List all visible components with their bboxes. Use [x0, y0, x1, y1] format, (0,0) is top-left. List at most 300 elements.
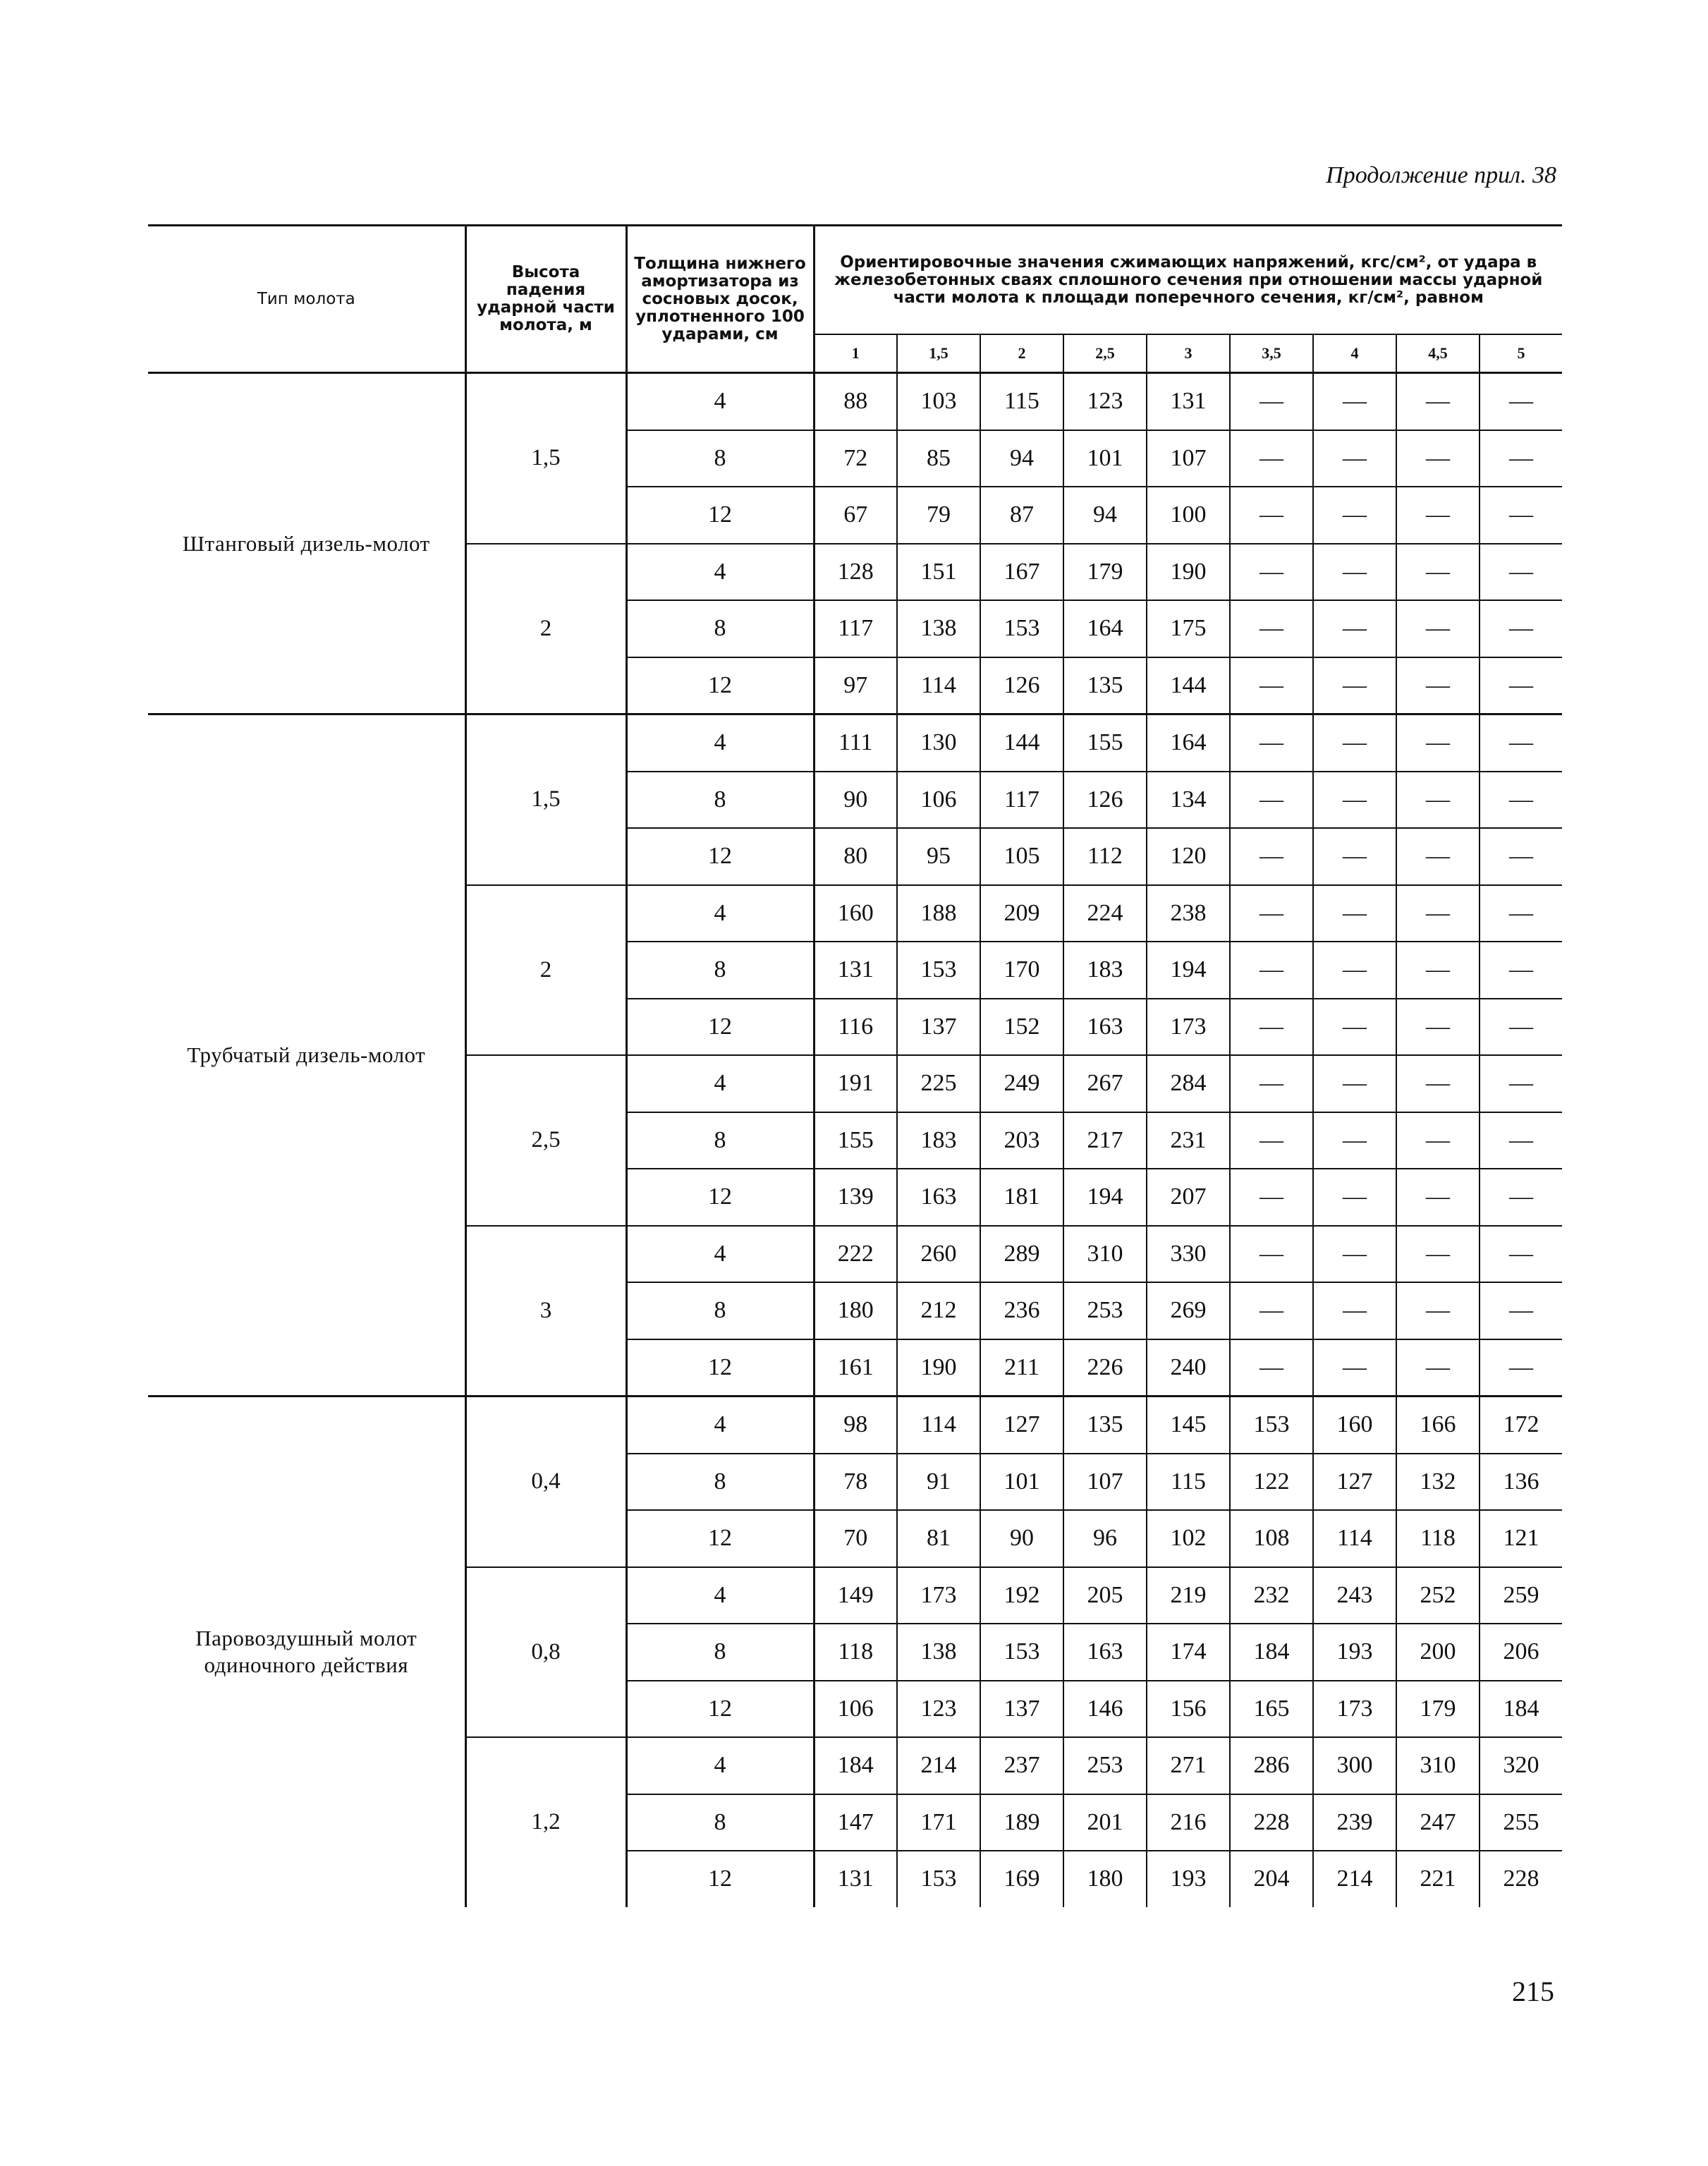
stress-value: —: [1480, 657, 1562, 714]
stress-value: 163: [1063, 999, 1147, 1056]
stress-value: —: [1396, 600, 1480, 657]
stress-value: 173: [897, 1567, 980, 1624]
cushion-thickness: 4: [626, 1397, 814, 1454]
stress-value: 149: [814, 1567, 897, 1624]
stress-value: 111: [814, 714, 897, 772]
stress-value: 90: [980, 1510, 1063, 1567]
col-header-type: Тип молота: [148, 226, 465, 373]
stress-value: 144: [1147, 657, 1230, 714]
stress-value: —: [1396, 885, 1480, 942]
cushion-thickness: 12: [626, 657, 814, 714]
stress-value: —: [1230, 942, 1313, 999]
hammer-type: Штанговый дизель-молот: [148, 373, 465, 714]
stress-value: 121: [1480, 1510, 1562, 1567]
stress-value: 190: [897, 1339, 980, 1397]
stress-value: 114: [897, 657, 980, 714]
stress-value: 153: [897, 942, 980, 999]
stress-value: 249: [980, 1055, 1063, 1112]
page-header-continuation: Продолжение прил. 38: [1326, 162, 1556, 188]
stress-value: —: [1396, 714, 1480, 772]
stress-value: —: [1230, 1112, 1313, 1169]
cushion-thickness: 8: [626, 1794, 814, 1851]
stress-value: 138: [897, 1624, 980, 1681]
stress-value: —: [1313, 544, 1396, 601]
ratio-header: 5: [1480, 334, 1562, 373]
stress-value: —: [1230, 544, 1313, 601]
cushion-thickness: 8: [626, 430, 814, 487]
stress-value: 102: [1147, 1510, 1230, 1567]
cushion-thickness: 4: [626, 1737, 814, 1794]
stress-value: —: [1396, 1112, 1480, 1169]
stress-value: —: [1230, 772, 1313, 829]
stress-value: 211: [980, 1339, 1063, 1397]
stress-value: —: [1230, 885, 1313, 942]
stress-value: 163: [1063, 1624, 1147, 1681]
stress-value: 72: [814, 430, 897, 487]
stress-value: 189: [980, 1794, 1063, 1851]
stress-value: 97: [814, 657, 897, 714]
cushion-thickness: 4: [626, 885, 814, 942]
stress-value: 253: [1063, 1282, 1147, 1339]
stress-value: —: [1230, 1282, 1313, 1339]
stress-value: —: [1396, 1169, 1480, 1226]
col-header-height: Высота падения ударной части молота, м: [465, 226, 626, 373]
stress-value: 269: [1147, 1282, 1230, 1339]
stress-value: —: [1230, 487, 1313, 544]
stress-value: 228: [1230, 1794, 1313, 1851]
stress-value: 112: [1063, 828, 1147, 885]
stress-value: 164: [1063, 600, 1147, 657]
cushion-thickness: 12: [626, 1169, 814, 1226]
stress-value: —: [1396, 487, 1480, 544]
stress-value: —: [1313, 1055, 1396, 1112]
cushion-thickness: 4: [626, 1055, 814, 1112]
stress-value: —: [1313, 1112, 1396, 1169]
stress-value: 127: [1313, 1454, 1396, 1511]
stress-value: 191: [814, 1055, 897, 1112]
stress-value: 145: [1147, 1397, 1230, 1454]
stress-value: 147: [814, 1794, 897, 1851]
stress-value: 85: [897, 430, 980, 487]
ratio-header: 2: [980, 334, 1063, 373]
stress-value: 70: [814, 1510, 897, 1567]
stress-value: 98: [814, 1397, 897, 1454]
stress-value: 106: [897, 772, 980, 829]
stress-value: —: [1313, 373, 1396, 430]
stress-value: 222: [814, 1226, 897, 1283]
stress-value: —: [1396, 657, 1480, 714]
stress-value: —: [1313, 714, 1396, 772]
stress-value: 161: [814, 1339, 897, 1397]
stress-value: 155: [1063, 714, 1147, 772]
stress-value: —: [1396, 999, 1480, 1056]
stress-value: 236: [980, 1282, 1063, 1339]
stress-value: 207: [1147, 1169, 1230, 1226]
stress-value: 101: [980, 1454, 1063, 1511]
stress-value: 217: [1063, 1112, 1147, 1169]
stress-value: 96: [1063, 1510, 1147, 1567]
stress-value: 103: [897, 373, 980, 430]
stress-value: 184: [1480, 1681, 1562, 1738]
cushion-thickness: 4: [626, 714, 814, 772]
cushion-thickness: 12: [626, 1851, 814, 1907]
stress-value: —: [1396, 942, 1480, 999]
stress-value: 116: [814, 999, 897, 1056]
stress-value: —: [1396, 373, 1480, 430]
stress-value: 214: [897, 1737, 980, 1794]
stress-value: 171: [897, 1794, 980, 1851]
ratio-header: 1: [814, 334, 897, 373]
stress-value: 243: [1313, 1567, 1396, 1624]
stress-value: 105: [980, 828, 1063, 885]
stress-value: —: [1480, 1169, 1562, 1226]
stress-value: 259: [1480, 1567, 1562, 1624]
stress-value: 212: [897, 1282, 980, 1339]
cushion-thickness: 12: [626, 1681, 814, 1738]
stress-value: 136: [1480, 1454, 1562, 1511]
stress-value: 107: [1147, 430, 1230, 487]
stress-value: 153: [980, 600, 1063, 657]
stress-value: 174: [1147, 1624, 1230, 1681]
drop-height: 3: [465, 1226, 626, 1397]
stress-value: 101: [1063, 430, 1147, 487]
stress-value: 194: [1147, 942, 1230, 999]
stress-value: 78: [814, 1454, 897, 1511]
stress-value: 117: [814, 600, 897, 657]
stress-value: 181: [980, 1169, 1063, 1226]
stress-value: 226: [1063, 1339, 1147, 1397]
stress-value: 115: [1147, 1454, 1230, 1511]
drop-height: 2: [465, 885, 626, 1056]
stress-value: 219: [1147, 1567, 1230, 1624]
stress-value: —: [1396, 544, 1480, 601]
stress-value: 169: [980, 1851, 1063, 1907]
stress-value: 88: [814, 373, 897, 430]
stress-value: 118: [814, 1624, 897, 1681]
stress-value: 192: [980, 1567, 1063, 1624]
stress-value: 135: [1063, 657, 1147, 714]
stress-value: 131: [814, 1851, 897, 1907]
drop-height: 2: [465, 544, 626, 714]
stress-value: —: [1396, 772, 1480, 829]
stress-value: 170: [980, 942, 1063, 999]
stress-value: —: [1230, 1169, 1313, 1226]
drop-height: 0,4: [465, 1397, 626, 1567]
stress-value: 139: [814, 1169, 897, 1226]
stress-value: —: [1313, 1169, 1396, 1226]
stress-value: 179: [1063, 544, 1147, 601]
stress-value: 173: [1147, 999, 1230, 1056]
stress-value: —: [1313, 487, 1396, 544]
cushion-thickness: 12: [626, 487, 814, 544]
stress-value: 173: [1313, 1681, 1396, 1738]
stress-value: 108: [1230, 1510, 1313, 1567]
stress-value: 67: [814, 487, 897, 544]
stress-value: 135: [1063, 1397, 1147, 1454]
stress-value: 232: [1230, 1567, 1313, 1624]
stress-value: 87: [980, 487, 1063, 544]
stress-value: 286: [1230, 1737, 1313, 1794]
stress-value: 126: [1063, 772, 1147, 829]
stress-value: 209: [980, 885, 1063, 942]
cushion-thickness: 8: [626, 1112, 814, 1169]
stress-value: —: [1230, 999, 1313, 1056]
stress-value: —: [1480, 714, 1562, 772]
stress-value: 128: [814, 544, 897, 601]
stress-value: 107: [1063, 1454, 1147, 1511]
stress-value: 221: [1396, 1851, 1480, 1907]
stress-value: —: [1313, 1282, 1396, 1339]
stress-value: 123: [1063, 373, 1147, 430]
stress-value: 180: [1063, 1851, 1147, 1907]
stress-value: —: [1480, 885, 1562, 942]
drop-height: 0,8: [465, 1567, 626, 1738]
stress-value: 138: [897, 600, 980, 657]
stress-value: —: [1480, 1226, 1562, 1283]
stress-value: 267: [1063, 1055, 1147, 1112]
stress-value: —: [1230, 1339, 1313, 1397]
ratio-header: 4,5: [1396, 334, 1480, 373]
stress-value: 179: [1396, 1681, 1480, 1738]
stress-value: 203: [980, 1112, 1063, 1169]
stress-value: 123: [897, 1681, 980, 1738]
table-body: [148, 373, 1562, 1907]
stress-value: —: [1313, 942, 1396, 999]
stress-value: 131: [814, 942, 897, 999]
stress-value: 239: [1313, 1794, 1396, 1851]
stress-value: 172: [1480, 1397, 1562, 1454]
stress-value: 188: [897, 885, 980, 942]
stress-value: 216: [1147, 1794, 1230, 1851]
stress-value: 289: [980, 1226, 1063, 1283]
drop-height: 1,2: [465, 1737, 626, 1907]
stress-value: 106: [814, 1681, 897, 1738]
cushion-thickness: 8: [626, 1454, 814, 1511]
stress-value: —: [1480, 430, 1562, 487]
stress-value: —: [1230, 600, 1313, 657]
stress-value: 100: [1147, 487, 1230, 544]
drop-height: 1,5: [465, 373, 626, 544]
stress-value: 163: [897, 1169, 980, 1226]
stress-value: 225: [897, 1055, 980, 1112]
table-row: [148, 373, 1562, 430]
cushion-thickness: 4: [626, 544, 814, 601]
stress-value: —: [1313, 657, 1396, 714]
stress-value: —: [1396, 1226, 1480, 1283]
stress-value: 94: [980, 430, 1063, 487]
stress-value: —: [1480, 999, 1562, 1056]
hammer-type: Трубчатый дизель-молот: [148, 714, 465, 1397]
cushion-thickness: 8: [626, 1624, 814, 1681]
stress-value: 155: [814, 1112, 897, 1169]
stress-value: 240: [1147, 1339, 1230, 1397]
stress-value: 183: [897, 1112, 980, 1169]
stress-value: —: [1313, 1339, 1396, 1397]
stress-value: 231: [1147, 1112, 1230, 1169]
ratio-header: 4: [1313, 334, 1396, 373]
stress-value: 115: [980, 373, 1063, 430]
page-number: 215: [1512, 1976, 1554, 2007]
stress-value: 117: [980, 772, 1063, 829]
ratio-header: 2,5: [1063, 334, 1147, 373]
stress-value: 247: [1396, 1794, 1480, 1851]
stress-value: 90: [814, 772, 897, 829]
stress-value: 214: [1313, 1851, 1396, 1907]
stress-value: —: [1313, 999, 1396, 1056]
stress-value: —: [1230, 1055, 1313, 1112]
stress-value: 118: [1396, 1510, 1480, 1567]
stress-value: —: [1230, 657, 1313, 714]
stress-value: 152: [980, 999, 1063, 1056]
cushion-thickness: 8: [626, 600, 814, 657]
stress-value: 95: [897, 828, 980, 885]
cushion-thickness: 12: [626, 999, 814, 1056]
stress-value: —: [1480, 600, 1562, 657]
stress-value: 126: [980, 657, 1063, 714]
stress-value: 146: [1063, 1681, 1147, 1738]
stress-value: 238: [1147, 885, 1230, 942]
stress-value: 252: [1396, 1567, 1480, 1624]
stress-value: —: [1480, 373, 1562, 430]
stress-value: —: [1313, 1226, 1396, 1283]
stress-value: —: [1480, 828, 1562, 885]
stress-value: —: [1230, 373, 1313, 430]
ratio-header: 1,5: [897, 334, 980, 373]
cushion-thickness: 4: [626, 373, 814, 430]
stress-value: —: [1396, 1055, 1480, 1112]
hammer-type: Паровоздушный молот одиночного действия: [148, 1397, 465, 1907]
table-row: [148, 1397, 1562, 1454]
stress-value: —: [1230, 714, 1313, 772]
cushion-thickness: 4: [626, 1567, 814, 1624]
stress-value: —: [1480, 1112, 1562, 1169]
stress-value: —: [1396, 828, 1480, 885]
stress-value: 131: [1147, 373, 1230, 430]
stress-value: 194: [1063, 1169, 1147, 1226]
cushion-thickness: 8: [626, 1282, 814, 1339]
cushion-thickness: 12: [626, 1510, 814, 1567]
stress-value: —: [1313, 430, 1396, 487]
stress-value: 166: [1396, 1397, 1480, 1454]
stress-value: 80: [814, 828, 897, 885]
stress-value: —: [1480, 772, 1562, 829]
stress-value: 271: [1147, 1737, 1230, 1794]
stress-value: 120: [1147, 828, 1230, 885]
stress-value: 164: [1147, 714, 1230, 772]
table-row: [148, 714, 1562, 772]
stress-value: 153: [897, 1851, 980, 1907]
stress-value: 310: [1396, 1737, 1480, 1794]
stress-value: 284: [1147, 1055, 1230, 1112]
stress-value: 79: [897, 487, 980, 544]
stress-value: 132: [1396, 1454, 1480, 1511]
stress-value: 320: [1480, 1737, 1562, 1794]
stress-value: 204: [1230, 1851, 1313, 1907]
stress-value: 137: [980, 1681, 1063, 1738]
drop-height: 1,5: [465, 714, 626, 885]
stress-value: —: [1230, 430, 1313, 487]
stress-value: 200: [1396, 1624, 1480, 1681]
ratio-header: 3: [1147, 334, 1230, 373]
stress-value: 81: [897, 1510, 980, 1567]
stress-value: —: [1480, 1339, 1562, 1397]
stress-value: 253: [1063, 1737, 1147, 1794]
cushion-thickness: 12: [626, 828, 814, 885]
stress-value: 193: [1313, 1624, 1396, 1681]
stress-value: 224: [1063, 885, 1147, 942]
stress-value: 201: [1063, 1794, 1147, 1851]
col-header-thickness: Толщина нижнего амортизатора из сосновых досок, уплотненного 100 ударами, см: [626, 226, 814, 373]
stress-value: 260: [897, 1226, 980, 1283]
stress-value: —: [1313, 828, 1396, 885]
stress-value: 193: [1147, 1851, 1230, 1907]
stress-value: 167: [980, 544, 1063, 601]
stress-value: 144: [980, 714, 1063, 772]
stress-value: 205: [1063, 1567, 1147, 1624]
stress-value: —: [1480, 1282, 1562, 1339]
stress-value: 127: [980, 1397, 1063, 1454]
stress-value: —: [1396, 1339, 1480, 1397]
stress-value: 255: [1480, 1794, 1562, 1851]
stress-value: —: [1313, 885, 1396, 942]
stress-value: —: [1313, 600, 1396, 657]
stress-value: —: [1396, 430, 1480, 487]
stress-value: —: [1230, 1226, 1313, 1283]
stress-value: 160: [814, 885, 897, 942]
stress-value: 153: [1230, 1397, 1313, 1454]
stress-value: 237: [980, 1737, 1063, 1794]
stress-value: 130: [897, 714, 980, 772]
cushion-thickness: 12: [626, 1339, 814, 1397]
cushion-thickness: 4: [626, 1226, 814, 1283]
stress-value: 180: [814, 1282, 897, 1339]
stress-value: 310: [1063, 1226, 1147, 1283]
stress-value: 228: [1480, 1851, 1562, 1907]
stress-value: 153: [980, 1624, 1063, 1681]
stress-value: 122: [1230, 1454, 1313, 1511]
stress-value: —: [1480, 942, 1562, 999]
ratio-header: 3,5: [1230, 334, 1313, 373]
stress-value: 114: [897, 1397, 980, 1454]
col-header-stress: Ориентировочные значения сжимающих напряжений, кгс/см², от удара в железобетонных сваях сплошного сечения при отношении массы ударной части молота к площади поперечного сечения, кг/см², равном: [814, 226, 1562, 335]
stress-value: 94: [1063, 487, 1147, 544]
stress-value: —: [1396, 1282, 1480, 1339]
stress-value: 330: [1147, 1226, 1230, 1283]
stress-value: 91: [897, 1454, 980, 1511]
pile-stress-table: [148, 224, 1562, 1907]
stress-value: 175: [1147, 600, 1230, 657]
stress-value: 156: [1147, 1681, 1230, 1738]
stress-value: —: [1480, 1055, 1562, 1112]
stress-value: 151: [897, 544, 980, 601]
stress-value: 184: [1230, 1624, 1313, 1681]
stress-value: —: [1480, 487, 1562, 544]
stress-value: 300: [1313, 1737, 1396, 1794]
drop-height: 2,5: [465, 1055, 626, 1226]
cushion-thickness: 8: [626, 772, 814, 829]
stress-value: —: [1230, 828, 1313, 885]
stress-value: —: [1313, 772, 1396, 829]
stress-value: 206: [1480, 1624, 1562, 1681]
stress-value: 184: [814, 1737, 897, 1794]
stress-value: —: [1480, 544, 1562, 601]
stress-value: 190: [1147, 544, 1230, 601]
stress-value: 165: [1230, 1681, 1313, 1738]
stress-value: 114: [1313, 1510, 1396, 1567]
stress-value: 137: [897, 999, 980, 1056]
stress-value: 183: [1063, 942, 1147, 999]
cushion-thickness: 8: [626, 942, 814, 999]
